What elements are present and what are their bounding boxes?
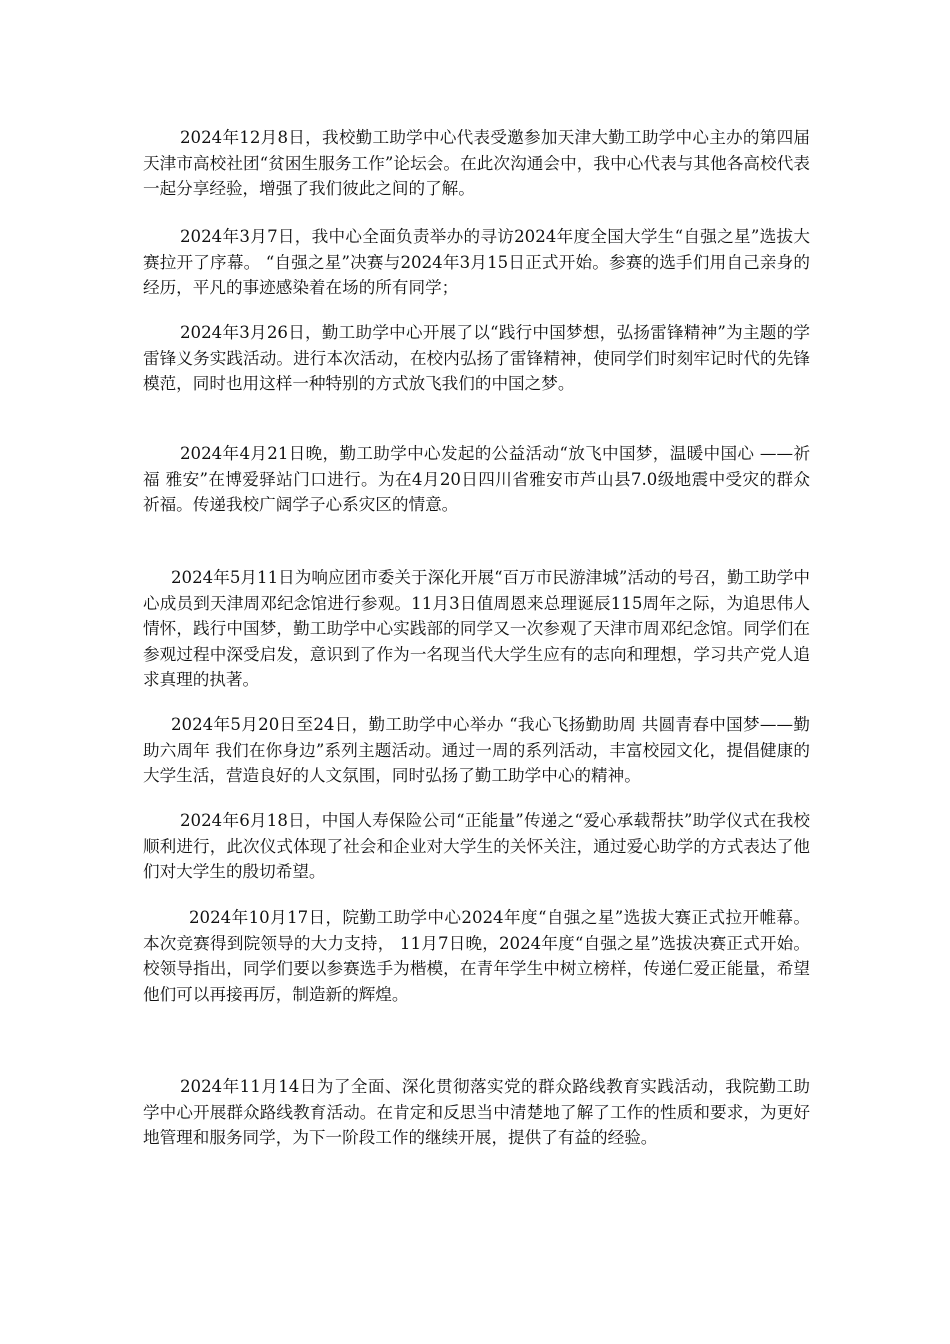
paragraph-mar-26: 2024年3月26日，勤工助学中心开展了以“践行中国梦想，弘扬雷锋精神”为主题的学雷锋义务实践活动。进行本次活动，在校内弘扬了雷锋精神，使同学们时刻牢记时代的先锋模范，同时也用这样一种特别的方式放飞我们的中国之梦。 — [143, 323, 810, 393]
paragraph-nov-14: 2024年11月14日为了全面、深化贯彻落实党的群众路线教育实践活动，我院勤工助学中心开展群众路线教育活动。在肯定和反思当中清楚地了解了工作的性质和要求，为更好地管理和服务同学，为下一阶段工作的继续开展，提供了有益的经验。 — [143, 1077, 810, 1147]
paragraph-apr-21: 2024年4月21日晚，勤工助学中心发起的公益活动“放飞中国梦，温暖中国心 ——祈福 雅安”在博爱驿站门口进行。为在4月20日四川省雅安市芦山县7.0级地震中受灾的群众祈福。传递我校广阔学子心系灾区的情意。 — [143, 444, 810, 514]
paragraph-dec-8: 2024年12月8日，我校勤工助学中心代表受邀参加天津大勤工助学中心主办的第四届天津市高校社团“贫困生服务工作”论坛会。在此次沟通会中，我中心代表与其他各高校代表一起分享经验，增强了我们彼此之间的了解。 — [143, 128, 810, 198]
paragraph-jun-18: 2024年6月18日，中国人寿保险公司“正能量”传递之“爱心承载帮扶”助学仪式在我校顺利进行，此次仪式体现了社会和企业对大学生的关怀关注，通过爱心助学的方式表达了他们对大学生的殷切希望。 — [143, 811, 810, 881]
paragraph-oct-17: 2024年10月17日，院勤工助学中心2024年度“自强之星”选拔大赛正式拉开帷幕。本次竞赛得到院领导的大力支持， 11月7日晚，2024年度“自强之星”选拔决赛正式开始。校领导指出，同学们要以参赛选手为楷模，在青年学生中树立榜样，传递仁爱正能量，希望他们可以再接再厉，制造新的辉煌。 — [143, 908, 810, 1004]
paragraph-may-11: 2024年5月11日为响应团市委关于深化开展“百万市民游津城”活动的号召，勤工助学中心成员到天津周邓纪念馆进行参观。11月3日值周恩来总理诞辰115周年之际，为追思伟人情怀，践行中国梦，勤工助学中心实践部的同学又一次参观了天津市周邓纪念馆。同学们在参观过程中深受启发，意识到了作为一名现当代大学生应有的志向和理想，学习共产党人追求真理的执著。 — [143, 568, 810, 689]
paragraph-may-20: 2024年5月20日至24日，勤工助学中心举办 “我心飞扬勤助周 共圆青春中国梦——勤助六周年 我们在你身边”系列主题活动。通过一周的系列活动，丰富校园文化，提倡健康的大学生活，营造良好的人文氛围，同时弘扬了勤工助学中心的精神。 — [143, 715, 810, 785]
paragraph-mar-7: 2024年3月7日，我中心全面负责举办的寻访2024年度全国大学生“自强之星”选拔大赛拉开了序幕。 “自强之星”决赛与2024年3月15日正式开始。参赛的选手们用自己亲身的经历，平凡的事迹感染着在场的所有同学； — [143, 227, 810, 297]
